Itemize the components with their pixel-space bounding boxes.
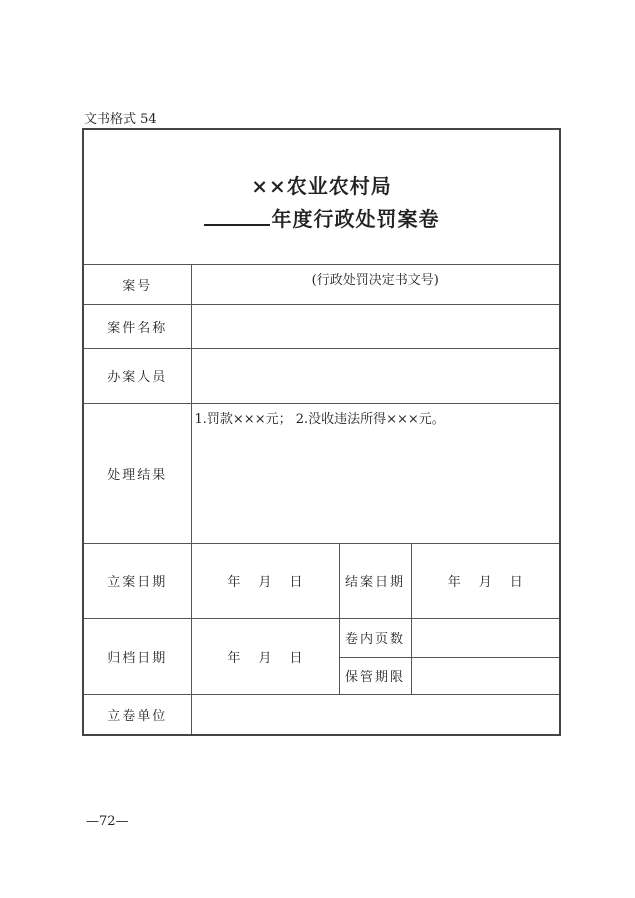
filing-date-year: 年 — [227, 575, 241, 590]
archive-date-field[interactable] — [191, 618, 339, 694]
page-number: —72— — [86, 814, 129, 829]
archive-date-month: 月 — [258, 650, 272, 666]
year-blank[interactable] — [204, 206, 270, 226]
case-name-label: 案件名称 — [83, 304, 191, 348]
filing-date-day: 日 — [289, 575, 303, 590]
closing-date-month: 月 — [478, 575, 492, 590]
case-name-field[interactable] — [191, 304, 560, 348]
closing-date-year: 年 — [447, 575, 461, 590]
handlers-field[interactable] — [191, 348, 560, 403]
case-number-field[interactable]: (行政处罚决定书文号) — [191, 264, 560, 304]
archive-date-day: 日 — [289, 650, 303, 666]
filing-date-label: 立案日期 — [83, 543, 191, 618]
archive-date-label: 归档日期 — [83, 618, 191, 694]
document-title-year-line — [84, 203, 559, 232]
filing-unit-field[interactable] — [191, 694, 560, 735]
filing-unit-label: 立卷单位 — [83, 694, 191, 735]
case-number-label: 案号 — [83, 264, 191, 304]
document-title-main: 年度行政处罚案卷 — [271, 206, 440, 231]
filing-date-month: 月 — [258, 575, 272, 590]
document-format-label: 文书格式 54 — [84, 112, 157, 127]
filing-date-field[interactable] — [191, 543, 339, 618]
closing-date-label: 结案日期 — [339, 543, 411, 618]
retention-label: 保管期限 — [339, 657, 411, 694]
archive-date-year: 年 — [227, 650, 241, 666]
handlers-label: 办案人员 — [83, 348, 191, 403]
case-file-cover-table — [82, 128, 561, 736]
page-count-field[interactable] — [411, 618, 560, 657]
title-cell — [83, 129, 560, 264]
closing-date-field[interactable] — [411, 543, 560, 618]
closing-date-day: 日 — [509, 575, 523, 590]
retention-field[interactable] — [411, 657, 560, 694]
result-label: 处理结果 — [83, 403, 191, 543]
page-count-label: 卷内页数 — [339, 618, 411, 657]
result-field[interactable]: 1.罚款×××元； 2.没收违法所得×××元。 — [191, 403, 560, 543]
document-title-agency: ××农业农村局 — [251, 173, 392, 198]
